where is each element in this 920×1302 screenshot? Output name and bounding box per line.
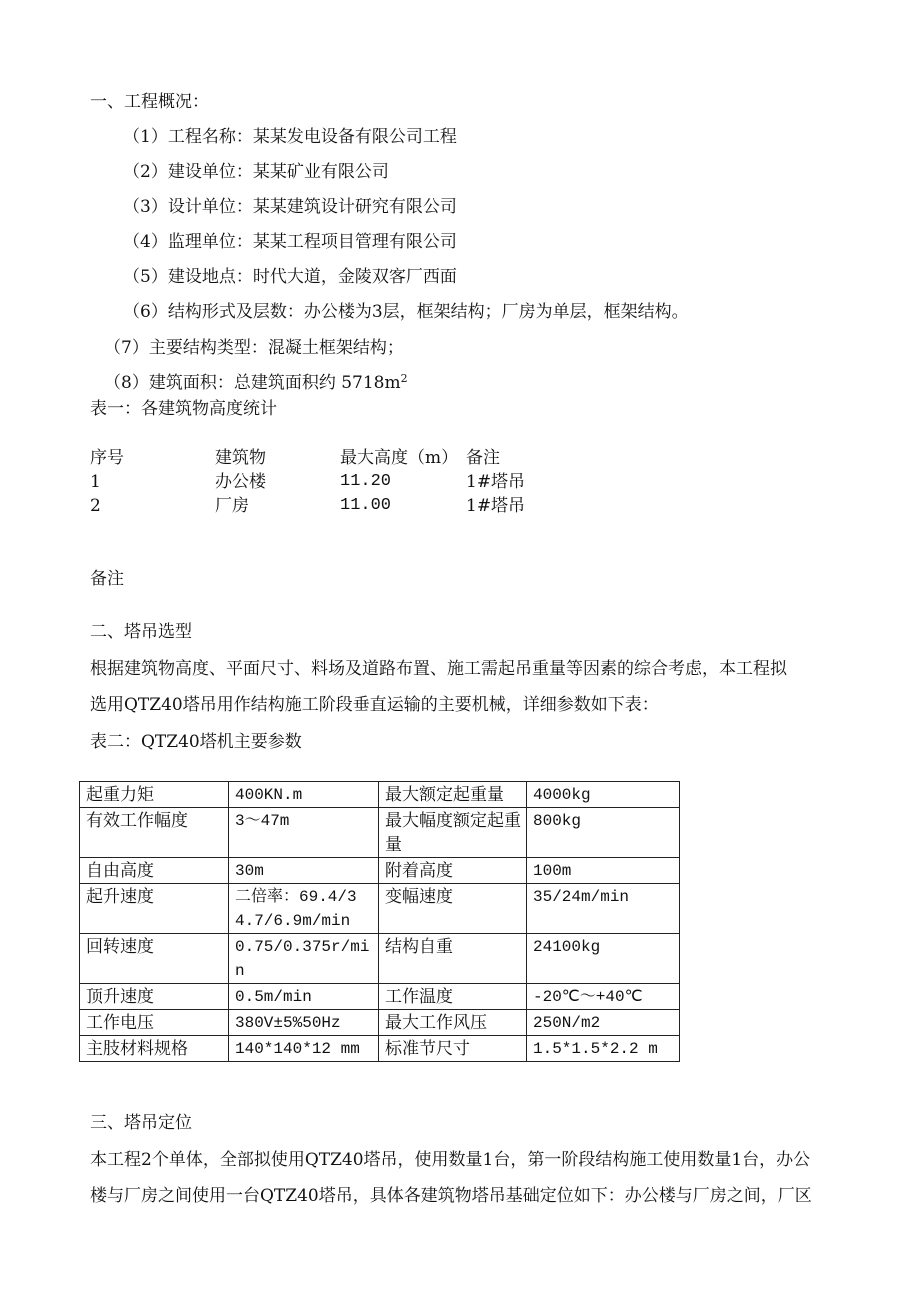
table2-title: 表二：QTZ40塔机主要参数 — [90, 732, 302, 752]
param-label: 工作温度 — [379, 984, 527, 1010]
table1-row2-no: 2 — [90, 496, 101, 516]
table1-row1-note: 1#塔吊 — [466, 472, 526, 492]
param-label: 最大幅度额定起重量 — [379, 808, 527, 858]
param-value: 140*140*12 mm — [229, 1036, 379, 1062]
table1-row2-building: 厂房 — [215, 496, 249, 516]
table-row — [80, 934, 680, 984]
table1-header-building: 建筑物 — [215, 448, 266, 468]
table1-row2-note: 1#塔吊 — [466, 496, 526, 516]
section2-paragraph-line1: 根据建筑物高度、平面尺寸、料场及道路布置、施工需起吊重量等因素的综合考虑，本工程拟 — [90, 659, 787, 679]
param-label: 变幅速度 — [379, 884, 527, 934]
param-value: 二倍率：69.4/34.7/6.9m/min — [229, 884, 379, 934]
param-value: 30m — [229, 858, 379, 884]
construction-unit-item: （2）建设单位：某某矿业有限公司 — [123, 162, 389, 182]
table1-row1-building: 办公楼 — [215, 472, 266, 492]
param-label: 最大额定起重量 — [379, 782, 527, 808]
param-label: 附着高度 — [379, 858, 527, 884]
design-unit-item: （3）设计单位：某某建筑设计研究有限公司 — [123, 197, 457, 217]
param-label: 回转速度 — [80, 934, 229, 984]
param-value: 100m — [527, 858, 680, 884]
param-label: 起重力矩 — [80, 782, 229, 808]
param-label: 结构自重 — [379, 934, 527, 984]
param-value: 1.5*1.5*2.2 m — [527, 1036, 680, 1062]
param-value: 400KN.m — [229, 782, 379, 808]
param-label: 最大工作风压 — [379, 1010, 527, 1036]
table1-header-height: 最大高度（m） — [340, 448, 459, 468]
table1-header-note: 备注 — [466, 448, 500, 468]
section2-paragraph-line2: 选用QTZ40塔吊用作结构施工阶段垂直运输的主要机械，详细参数如下表： — [90, 695, 659, 715]
table-row — [80, 808, 680, 858]
param-label: 主肢材料规格 — [80, 1036, 229, 1062]
table-row — [80, 1010, 680, 1036]
structure-form-item: （6）结构形式及层数：办公楼为3层，框架结构；厂房为单层，框架结构。 — [123, 302, 689, 322]
param-value: 4000kg — [527, 782, 680, 808]
tower-crane-parameters-table — [79, 781, 680, 1062]
structure-type-item: （7）主要结构类型：混凝土框架结构； — [104, 338, 404, 358]
table-row — [80, 782, 680, 808]
section3-paragraph-line2: 楼与厂房之间使用一台QTZ40塔吊，具体各建筑物塔吊基础定位如下：办公楼与厂房之间，厂区 — [90, 1186, 812, 1206]
param-label: 标准节尺寸 — [379, 1036, 527, 1062]
param-value: 0.5m/min — [229, 984, 379, 1010]
param-value: -20℃～+40℃ — [527, 984, 680, 1010]
table1-note: 备注 — [90, 569, 124, 589]
table-row — [80, 984, 680, 1010]
area-superscript: 2 — [400, 372, 408, 385]
param-value: 380V±5%50Hz — [229, 1010, 379, 1036]
building-area-text: （8）建筑面积：总建筑面积约 5718m — [104, 373, 401, 393]
supervision-unit-item: （4）监理单位：某某工程项目管理有限公司 — [123, 232, 457, 252]
table-row — [80, 858, 680, 884]
table-row — [80, 1036, 680, 1062]
table1-header-no: 序号 — [90, 448, 124, 468]
param-value: 800kg — [527, 808, 680, 858]
param-label: 起升速度 — [80, 884, 229, 934]
param-value: 0.75/0.375r/min — [229, 934, 379, 984]
construction-site-item: （5）建设地点：时代大道，金陵双客厂西面 — [123, 267, 457, 287]
param-label: 顶升速度 — [80, 984, 229, 1010]
param-value: 35/24m/min — [527, 884, 680, 934]
param-label: 有效工作幅度 — [80, 808, 229, 858]
param-value: 24100kg — [527, 934, 680, 984]
param-value: 3～47m — [229, 808, 379, 858]
table1-title: 表一：各建筑物高度统计 — [90, 399, 277, 419]
section2-heading: 二、塔吊选型 — [90, 622, 192, 642]
table1-row1-no: 1 — [90, 472, 101, 492]
param-label: 工作电压 — [80, 1010, 229, 1036]
building-area-item — [104, 372, 408, 394]
table1-row1-height: 11.20 — [340, 472, 392, 491]
section1-heading: 一、工程概况： — [90, 92, 209, 112]
table1-row2-height: 11.00 — [340, 496, 392, 515]
section3-paragraph-line1: 本工程2个单体，全部拟使用QTZ40塔吊，使用数量1台，第一阶段结构施工使用数量1台，办公 — [90, 1150, 811, 1170]
project-name-item: （1）工程名称：某某发电设备有限公司工程 — [123, 127, 457, 147]
param-value: 250N/m2 — [527, 1010, 680, 1036]
section3-heading: 三、塔吊定位 — [90, 1113, 192, 1133]
table-row — [80, 884, 680, 934]
param-label: 自由高度 — [80, 858, 229, 884]
